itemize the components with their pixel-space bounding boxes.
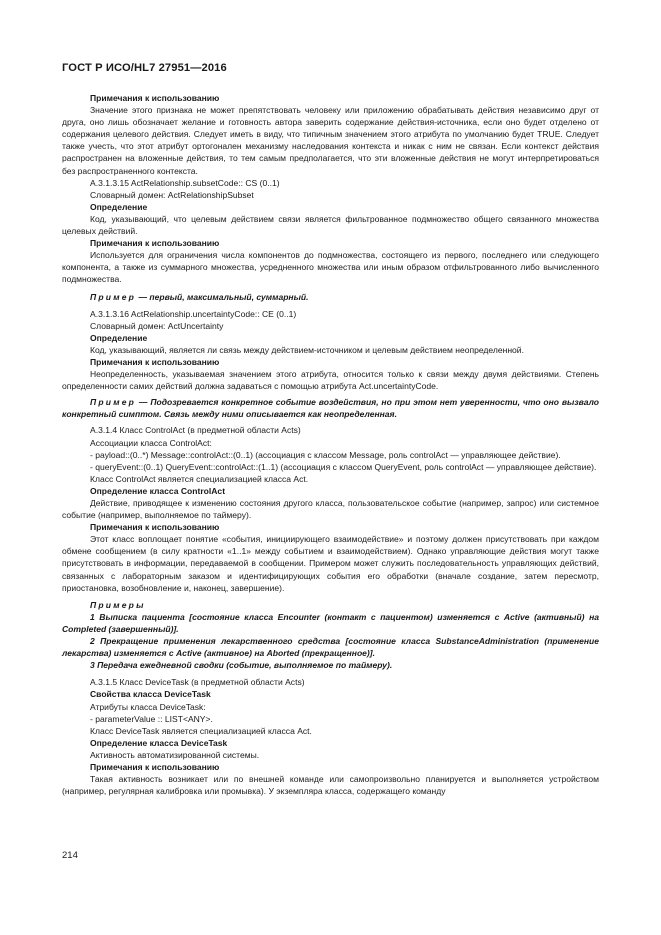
document-header: ГОСТ Р ИСО/HL7 27951—2016: [62, 62, 227, 74]
text-line: Ассоциации класса ControlAct:: [90, 437, 212, 448]
body-paragraph: Такая активность возникает или по внешней команде или самопроизвольно планируется и выполняется устройством (например, регулярная калибровка или промывка). У экземпляра класса, содержащего команду: [62, 774, 599, 797]
section-heading: Свойства класса DeviceTask: [90, 689, 211, 700]
example-note: [62, 599, 599, 611]
text-line: Класс DeviceTask является специализацией класса Act.: [90, 725, 312, 736]
example-text: 2 Прекращение применения лекарственного средства [состояние класса SubstanceAdministration (применение лекарства) изменяется с Active (активное) на Aborted (прекращенное)].: [62, 636, 599, 659]
text-line: Атрибуты класса DeviceTask:: [90, 701, 206, 712]
text-line: Активность автоматизированной системы.: [90, 749, 260, 760]
section-heading: Примечания к использованию: [90, 93, 220, 103]
example-label: Пример: [90, 291, 137, 302]
body-paragraph: Действие, приводящее к изменению состояния другого класса, пользовательское событие (например, запрос) или системное событие (например, выполняемое по таймеру).: [62, 498, 599, 521]
section-heading: Примечания к использованию: [90, 522, 220, 533]
example-text: — первый, максимальный, суммарный.: [136, 291, 309, 302]
example-note: [62, 659, 599, 671]
example-note: [62, 396, 599, 420]
text-line: - parameterValue :: LIST<ANY>.: [90, 713, 213, 724]
text-line: A.3.1.3.15 ActRelationship.subsetCode:: CS (0..1): [90, 177, 280, 188]
section-heading: Определение класса ControlAct: [90, 485, 226, 496]
example-text: 1 Выписка пациента [состояние класса Encounter (контакт с пациентом) изменяется с Active (активный) на Completed (завершенный)].: [62, 611, 599, 634]
body-paragraph: Используется для ограничения числа компонентов до подмножества, состоящего из первого, последнего или следующего компонента, а также из суммарного множества, усредненного множества или иным образом отфильтрованного либо вычисленного подмножества.: [62, 250, 599, 285]
section-heading: Определение: [90, 201, 148, 212]
text-line: A.3.1.4 Класс ControlAct (в предметной области Acts): [90, 425, 301, 436]
body-paragraph: Код, указывающий, что целевым действием связи является фильтрованное подмножество общего связанного множества целевых действий.: [62, 213, 599, 237]
example-note: [62, 635, 599, 659]
section-heading: Примечания к использованию: [90, 238, 220, 249]
section-heading: Определение класса DeviceTask: [90, 737, 228, 748]
document-body: [62, 92, 599, 797]
section-heading: Примечания к использованию: [90, 356, 220, 367]
body-paragraph: Код, указывающий, является ли связь между действием-источником и целевым действием неопределенной.: [90, 344, 524, 355]
section-heading: Определение: [90, 332, 148, 343]
body-paragraph: Неопределенность, указываемая значением этого атрибута, относится только к связи между двумя действиями. Степень определенности самих действий должна задаваться с помощью атрибута Act.uncertaintyCode.: [62, 369, 599, 392]
text-line: A.3.1.5 Класс DeviceTask (в предметной области Acts): [90, 677, 305, 688]
section-heading: Примечания к использованию: [90, 761, 220, 772]
page-number: 214: [62, 850, 78, 861]
example-note: [62, 611, 599, 635]
body-paragraph: Значение этого признака не может препятствовать человеку или приложению обрабатывать действия независимо друг от друга, оно лишь обозначает желание и готовность автора заверить содержание действия-источника, если оно будет отделено от содержания целевого действия. Следует иметь в виду, что типичным значением этого атрибута по умолчанию будет TRUE. Следует также учесть, что этот атрибут ортогонален механизму наследования контекста и никак с ним не связан. Если контекст действия распространен на вложенные действия, то тем самым предполагается, что эти вложенные действия не могут интерпретироваться без распространенного контекста.: [62, 105, 599, 176]
text-line: Класс ControlAct является специализацией класса Act.: [90, 473, 309, 484]
list-item: - queryEvent::(0..1) QueryEvent::controlAct::(1..1) (ассоциация с классом QueryEvent, роль controlAct — управляющее действие).: [90, 461, 597, 472]
example-text: — Подозревается конкретное событие воздействия, но при этом нет уверенности, что оно вызвало конкретный симптом. Связь между ними описывается как неопределенная.: [62, 397, 599, 420]
example-label: Пример: [90, 397, 137, 408]
text-line: Словарный домен: ActRelationshipSubset: [90, 189, 254, 200]
text-line: Словарный домен: ActUncertainty: [90, 320, 224, 331]
example-note: [62, 291, 599, 303]
body-paragraph: Этот класс воплощает понятие «события, инициирующего взаимодействие» и поэтому должен присутствовать при каждом обмене сообщением (в силу кратности «1..1» между событием и взаимодействием). Однако управляющие действия могут также присутствовать в информации, передаваемой в сообщении. Примером может служить последовательность управляющих действий, связанных с лабораторным заказом и идентифицирующих события его обработки (вначале создание, затем пересмотр, приостановка, возобновление и, наконец, завершение).: [62, 534, 599, 593]
example-label: Примеры: [90, 599, 146, 610]
example-text: 3 Передача ежедневной сводки (событие, выполняемое по таймеру).: [90, 660, 393, 671]
list-item: - payload::(0..*) Message::controlAct::(0..1) (ассоциация с классом Message, роль controlAct — управляющее действие).: [90, 449, 561, 460]
text-line: A.3.1.3.16 ActRelationship.uncertaintyCode:: CE (0..1): [90, 308, 297, 319]
